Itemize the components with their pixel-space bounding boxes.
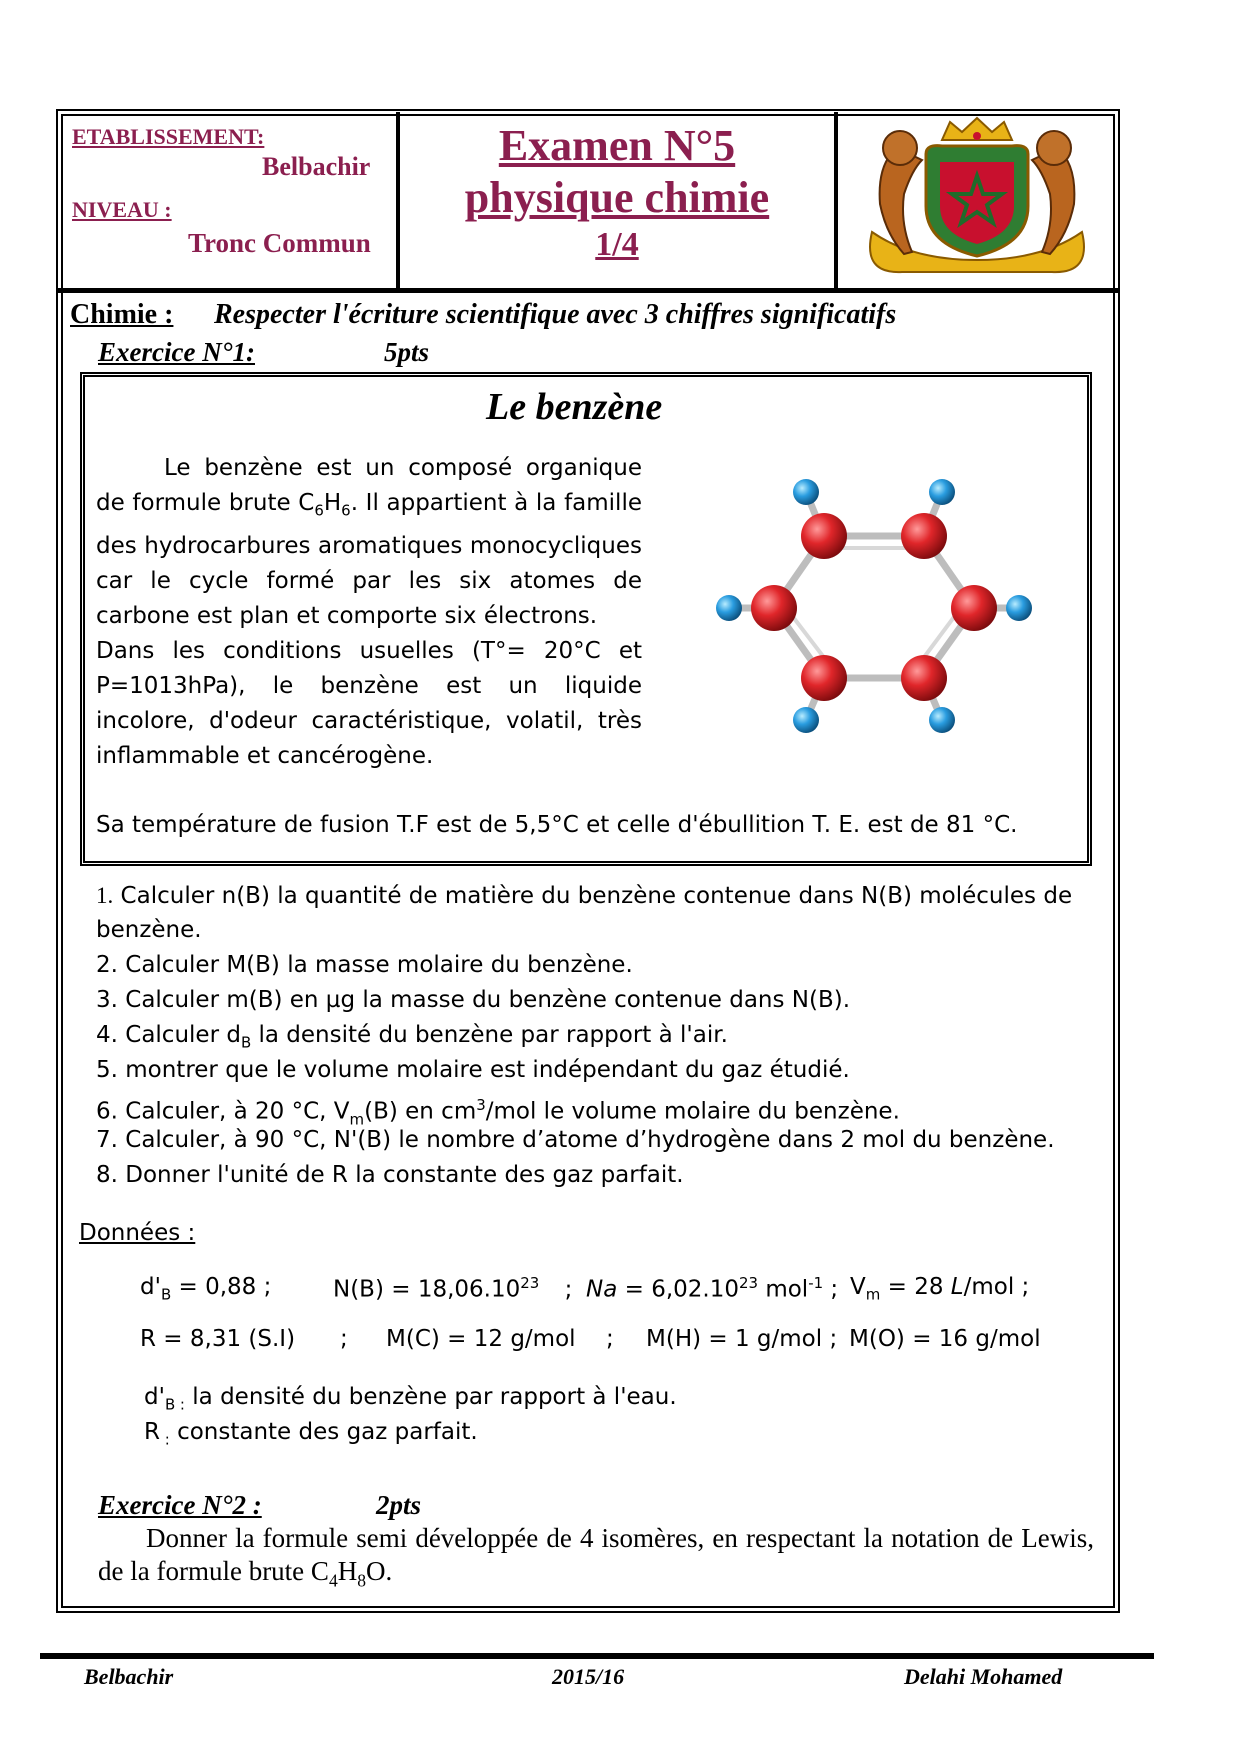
exercise2-points: 2pts <box>376 1490 422 1520</box>
niveau-label: NIVEAU : <box>72 197 172 222</box>
p1-text-a: Le benzène est un composé organique de formule brute C <box>96 455 642 516</box>
question-8: 8. Donner l'unité de R la constante des gaz parfait. <box>96 1162 684 1188</box>
exercise1-points: 5pts <box>384 337 430 367</box>
p1-text-b: H <box>323 490 342 516</box>
footer-right: Delahi Mohamed <box>904 1664 1063 1689</box>
footer-left: Belbachir <box>84 1664 174 1689</box>
donnees-label: Données : <box>79 1220 196 1246</box>
data-sep-1: ; <box>340 1326 348 1352</box>
data-nb-sup: 23 <box>520 1274 540 1292</box>
def-density-b: la densité du benzène par rapport à l'eau. <box>184 1384 677 1410</box>
question-3: 3. Calculer m(B) en µg la masse du benzène contenue dans N(B). <box>96 987 851 1013</box>
header-column-divider-2 <box>834 112 838 288</box>
exercise2-text-c: O. <box>365 1556 393 1586</box>
question-1 <box>96 878 1072 914</box>
data-density-a: d' <box>140 1274 161 1300</box>
p1-sub-2: 6 <box>341 501 351 520</box>
data-r: R = 8,31 (S.I) <box>140 1326 296 1352</box>
data-sep-2: ; <box>606 1326 614 1352</box>
data-vm-unit: L <box>950 1274 964 1300</box>
data-density <box>140 1274 271 1304</box>
data-na-sep: ; <box>823 1276 839 1303</box>
p1-text-c: . Il appartient à la famille des hydrocarbures aromatiques monocycliques car le cycle formé par les six atomes de carbone est plan et comporte six électrons. <box>96 490 642 629</box>
exam-subject: physique chimie <box>464 173 770 222</box>
data-nb-a: N(B) = 18,06.10 <box>333 1276 521 1303</box>
question-7: 7. Calculer, à 90 °C, N'(B) le nombre d’atome d’hydrogène dans 2 mol du benzène. <box>96 1127 1055 1153</box>
exercise2-text <box>98 1522 1094 1597</box>
question-4-text-a: 4. Calculer d <box>96 1022 241 1048</box>
page-number: 1/4 <box>595 226 639 263</box>
coat-of-arms-icon <box>842 114 1112 286</box>
data-def-r <box>144 1419 478 1449</box>
exercise2-sub-2: 8 <box>357 1570 366 1591</box>
def-density-sub: B : <box>164 1395 185 1414</box>
footer-divider <box>40 1653 1154 1659</box>
data-mh: M(H) = 1 g/mol ; <box>646 1326 838 1352</box>
etablissement-value: Belbachir <box>262 152 371 181</box>
question-1-number: 1. <box>96 883 114 908</box>
data-vm-a: V <box>850 1274 866 1300</box>
benzene-description <box>96 451 642 774</box>
data-na-symbol: Na <box>586 1276 618 1303</box>
data-na-unit-sup: -1 <box>808 1274 824 1292</box>
data-def-density <box>144 1384 677 1414</box>
question-6-text-c: /mol le volume molaire du benzène. <box>485 1098 900 1125</box>
data-avogadro <box>586 1274 838 1303</box>
question-6-text-b: (B) en cm <box>364 1098 477 1125</box>
data-vm-b: = 28 <box>880 1274 951 1300</box>
section-instruction: Respecter l'écriture scientifique avec 3 chiffres significatifs <box>214 299 897 330</box>
exercise2-text-a: Donner la formule semi développée de 4 isomères, en respectant la notation de Lewis, de la formule brute C <box>98 1523 1094 1586</box>
header-column-divider-1 <box>396 112 400 288</box>
paragraph-2: Dans les conditions usuelles (T°= 20°C et P=1013hPa), le benzène est un liquide incolore, d'odeur caractéristique, volatil, très inflammable et cancérogène. <box>96 637 642 769</box>
footer-center: 2015/16 <box>552 1664 625 1689</box>
exercise1-label: Exercice N°1: <box>98 337 255 367</box>
question-1-continued: benzène. <box>96 917 202 943</box>
def-density-a: d' <box>144 1384 165 1410</box>
data-mc: M(C) = 12 g/mol <box>386 1326 576 1352</box>
section-label: Chimie : <box>70 299 174 330</box>
exercise2-label: Exercice N°2 : <box>98 1490 262 1520</box>
question-2: 2. Calculer M(B) la masse molaire du benzène. <box>96 952 633 978</box>
exam-title: Examen N°5 <box>498 121 736 170</box>
p1-sub-1: 6 <box>314 501 324 520</box>
exercise2-text-b: H <box>337 1556 358 1586</box>
question-6-sub: m <box>349 1110 365 1129</box>
question-6-sup: 3 <box>476 1096 486 1114</box>
question-1-text: Calculer n(B) la quantité de matière du benzène contenue dans N(B) molécules de <box>113 883 1073 909</box>
paragraph-1 <box>96 451 642 634</box>
question-4-text-b: la densité du benzène par rapport à l'air. <box>251 1022 728 1048</box>
data-vm <box>850 1274 1029 1304</box>
data-na-sup: 23 <box>739 1274 759 1292</box>
box-title: Le benzène <box>486 386 663 428</box>
paragraph-3: Sa température de fusion T.F est de 5,5°C et celle d'ébullition T. E. est de 81 °C. <box>96 812 1018 838</box>
data-vm-c: /mol ; <box>963 1274 1030 1300</box>
data-nb <box>333 1274 572 1303</box>
question-6-text-a: 6. Calculer, à 20 °C, V <box>96 1098 350 1125</box>
data-mo: M(O) = 16 g/mol <box>849 1326 1041 1352</box>
question-4-sub: B <box>240 1033 252 1052</box>
data-na-unit: mol <box>758 1276 809 1303</box>
def-r-b: constante des gaz parfait. <box>169 1419 478 1445</box>
benzene-molecule-icon <box>694 468 1066 740</box>
niveau-value: Tronc Commun <box>188 228 371 258</box>
question-5: 5. montrer que le volume molaire est indépendant du gaz étudié. <box>96 1057 850 1083</box>
def-r-sub: : <box>159 1430 170 1449</box>
header-divider <box>56 288 1120 293</box>
data-na-value: = 6,02.10 <box>617 1276 739 1303</box>
data-nb-b: ; <box>557 1276 573 1303</box>
etablissement-label: ETABLISSEMENT: <box>72 124 265 149</box>
def-r-a: R <box>144 1419 160 1445</box>
data-vm-sub: m <box>865 1285 881 1304</box>
data-density-sub: B <box>160 1285 172 1304</box>
exercise2-sub-1: 4 <box>328 1570 338 1591</box>
data-density-b: = 0,88 ; <box>171 1274 272 1300</box>
